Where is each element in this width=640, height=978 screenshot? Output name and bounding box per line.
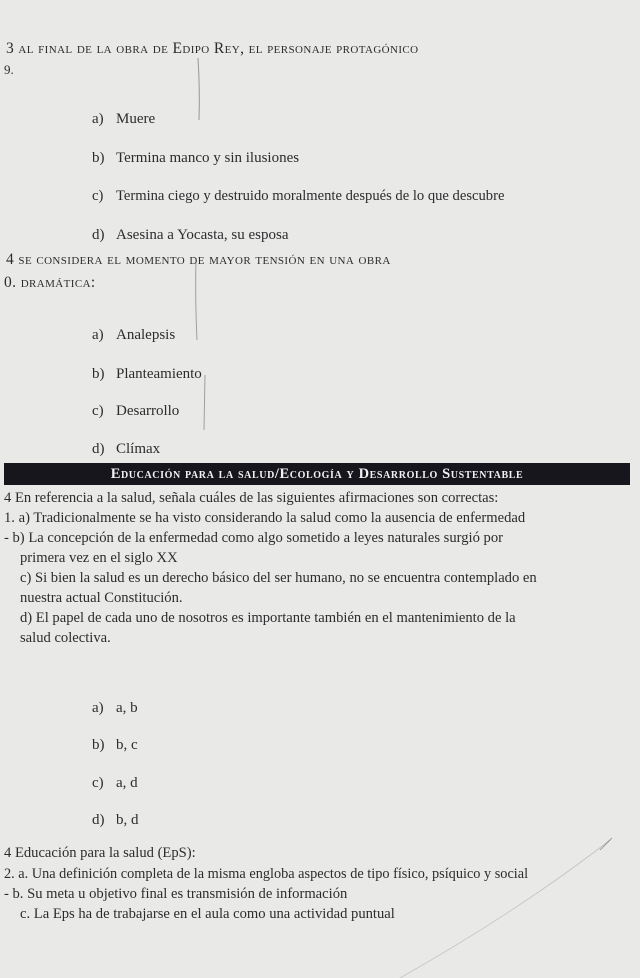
q3-option-d-letter: d) — [92, 812, 105, 828]
q2-option-d[interactable] — [92, 441, 160, 458]
q1-option-b-letter: b) — [92, 150, 105, 166]
q3-statement-a: 1. a) Tradicionalmente se ha visto considerando la salud como la ausencia de enfermedad — [4, 510, 526, 526]
question-1-number: 9. — [4, 62, 14, 77]
q3-statement-d-cont: salud colectiva. — [20, 630, 111, 646]
q1-option-d-text: Asesina a Yocasta, su esposa — [116, 227, 289, 243]
q1-option-a-text: Muere — [116, 111, 156, 127]
q4-statement-b: - b. Su meta u objetivo final es transmisión de información — [4, 886, 348, 902]
q3-option-c[interactable] — [92, 775, 138, 792]
q2-option-d-text: Clímax — [116, 441, 161, 457]
question-1-title: 3 al final de la obra de Edipo Rey, el personaje protagónico — [6, 40, 419, 57]
q3-statement-d: d) El papel de cada uno de nosotros es importante también en el mantenimiento de la — [20, 610, 516, 626]
q4-statement-a: 2. a. Una definición completa de la misma engloba aspectos de tipo físico, psíquico y social — [4, 866, 529, 882]
q2-option-c[interactable] — [92, 403, 179, 420]
q2-option-a-letter: a) — [92, 327, 104, 343]
q2-option-a[interactable] — [92, 327, 175, 344]
q2-option-a-text: Analepsis — [116, 327, 176, 343]
q4-stem: 4 Educación para la salud (EpS): — [4, 845, 196, 861]
q3-option-a[interactable] — [92, 700, 138, 717]
q1-option-c[interactable] — [92, 188, 504, 205]
q3-statement-c: c) Si bien la salud es un derecho básico del ser humano, no se encuentra contemplado en — [20, 570, 537, 586]
q3-option-b-letter: b) — [92, 737, 105, 753]
q2-option-b-letter: b) — [92, 366, 105, 382]
q4-statement-c: c. La Eps ha de trabajarse en el aula como una actividad puntual — [20, 906, 395, 922]
q2-option-c-letter: c) — [92, 403, 104, 419]
q2-option-c-text: Desarrollo — [116, 403, 180, 419]
q1-option-c-letter: c) — [92, 188, 104, 204]
q2-option-d-letter: d) — [92, 441, 105, 457]
q3-statement-c-cont: nuestra actual Constitución. — [20, 590, 183, 606]
q1-option-a[interactable] — [92, 111, 155, 128]
q3-option-a-text: a, b — [116, 700, 138, 716]
q3-stem: 4 En referencia a la salud, señala cuáles de las siguientes afirmaciones son correctas: — [4, 490, 499, 506]
q1-option-c-text: Termina ciego y destruido moralmente después de lo que descubre — [116, 188, 505, 204]
q3-option-c-text: a, d — [116, 775, 138, 791]
q2-option-b[interactable] — [92, 366, 202, 383]
q1-option-b-text: Termina manco y sin ilusiones — [116, 150, 300, 166]
section-banner: Educación para la salud/Ecología y Desarrollo Sustentable — [4, 463, 630, 485]
q3-statement-b: - b) La concepción de la enfermedad como algo sometido a leyes naturales surgió por — [4, 530, 503, 546]
q3-option-a-letter: a) — [92, 700, 104, 716]
question-2-title-line-2: 0. dramática: — [4, 274, 96, 291]
q1-option-d-letter: d) — [92, 227, 105, 243]
q3-option-b-text: b, c — [116, 737, 138, 753]
q1-option-d[interactable] — [92, 227, 288, 244]
q3-option-d-text: b, d — [116, 812, 139, 828]
q3-statement-b-cont: primera vez en el siglo XX — [20, 550, 178, 566]
q2-option-b-text: Planteamiento — [116, 366, 202, 382]
q3-option-b[interactable] — [92, 737, 138, 754]
q3-option-c-letter: c) — [92, 775, 104, 791]
q1-option-b[interactable] — [92, 150, 299, 167]
q3-option-d[interactable] — [92, 812, 139, 829]
q1-option-a-letter: a) — [92, 111, 104, 127]
question-2-title-line-1: 4 se considera el momento de mayor tensión en una obra — [6, 251, 391, 268]
